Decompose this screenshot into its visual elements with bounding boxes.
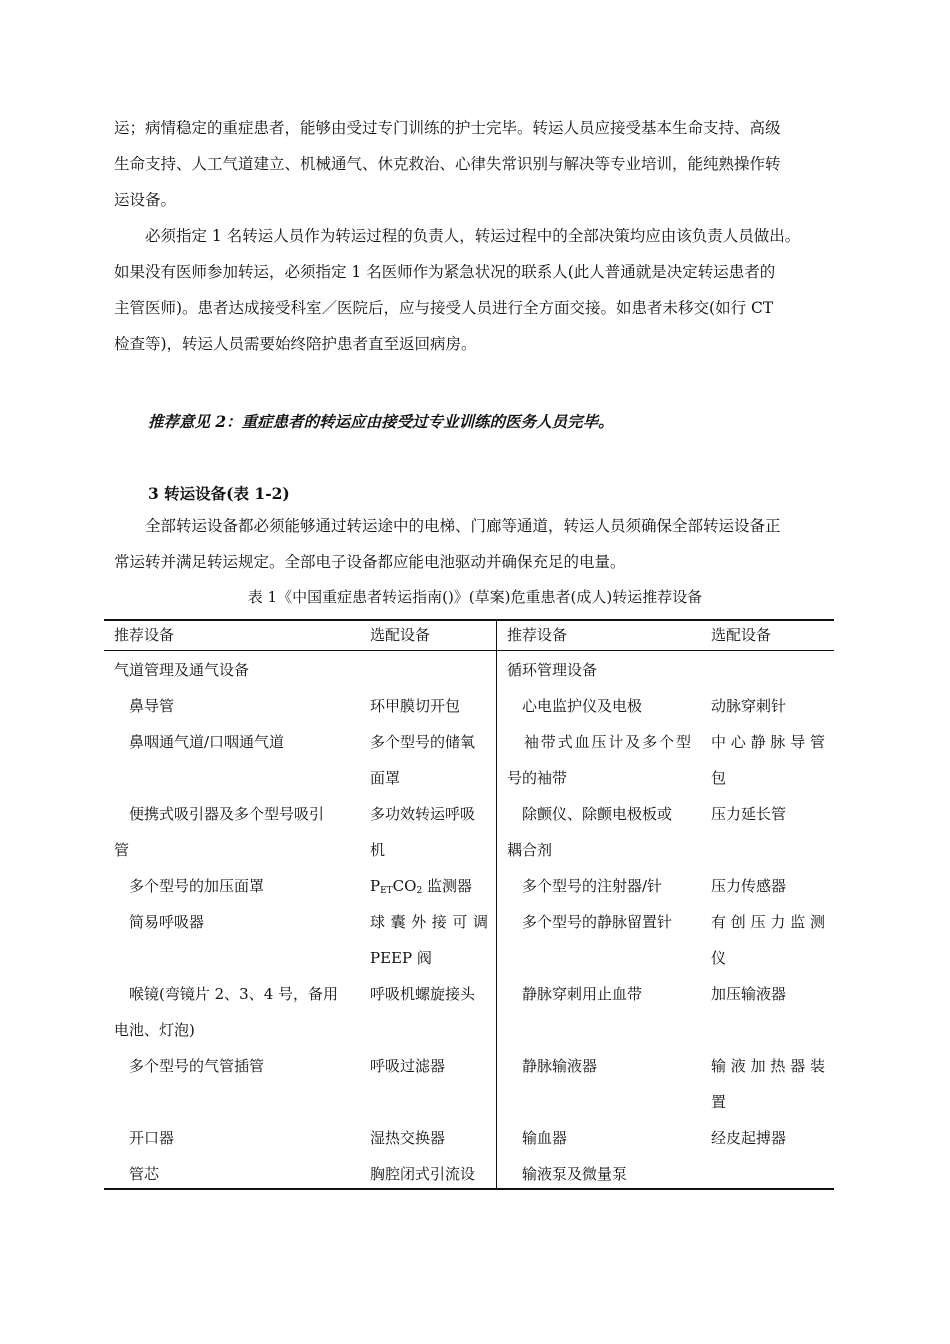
table-cell: 耦合剂 bbox=[507, 841, 553, 859]
text-line: 运设备。 bbox=[114, 191, 177, 209]
table-cell: 面罩 bbox=[370, 769, 401, 787]
table-cell: 多个型号的静脉留置针 bbox=[507, 913, 673, 931]
table-header-optional: 选配设备 bbox=[711, 626, 772, 644]
table-cell: 多个型号的气管插管 bbox=[114, 1057, 265, 1075]
table-cell: 压力延长管 bbox=[711, 805, 787, 823]
table-cell: 开口器 bbox=[114, 1129, 175, 1147]
table-cell: 袖带式血压计及多个型 bbox=[507, 733, 691, 751]
petco2-part: ET bbox=[380, 886, 393, 896]
table-cell-petco2-monitor bbox=[370, 868, 472, 909]
section-title: 3 转运设备(表 1-2) bbox=[148, 484, 290, 503]
table-cell: 便携式吸引器及多个型号吸引 bbox=[114, 805, 325, 823]
table-cell: 管 bbox=[114, 841, 130, 859]
recommendation-2: 推荐意见 2：重症患者的转运应由接受过专业训练的医务人员完毕。 bbox=[148, 412, 614, 431]
text-line: 如果没有医师参加转运，必须指定 1 名医师作为紧急状况的联系人(此人普通就是决定转运患者的 bbox=[114, 263, 776, 281]
text-line: 全部转运设备都必须能够通过转运途中的电梯、门廊等通道，转运人员须确保全部转运设备正 bbox=[114, 517, 781, 535]
text-line: 生命支持、人工气道建立、机械通气、休克救治、心律失常识别与解决等专业培训，能纯熟操作转 bbox=[114, 155, 781, 173]
table-header-optional: 选配设备 bbox=[370, 626, 431, 644]
petco2-part: 2 bbox=[416, 886, 423, 896]
paragraph-equipment bbox=[114, 508, 838, 580]
table-cell: 循环管理设备 bbox=[507, 661, 598, 679]
table-column-divider bbox=[496, 619, 497, 1189]
table-cell: 静脉输液器 bbox=[507, 1057, 598, 1075]
table-cell: 输血器 bbox=[507, 1129, 568, 1147]
table-cell: 多个型号的储氧 bbox=[370, 733, 476, 751]
text-line: 必须指定 1 名转运人员作为转运过程的负责人，转运过程中的全部决策均应由该负责人员做出。 bbox=[114, 227, 801, 245]
table-cell: 湿热交换器 bbox=[370, 1129, 446, 1147]
table-cell: 静脉穿刺用止血带 bbox=[507, 985, 643, 1003]
table-cell: 多个型号的加压面罩 bbox=[114, 877, 265, 895]
table-cell: 心电监护仪及电极 bbox=[507, 697, 643, 715]
table-cell: 呼吸机螺旋接头 bbox=[370, 985, 476, 1003]
table-cell: 包 bbox=[711, 769, 727, 787]
table-header-recommended: 推荐设备 bbox=[507, 626, 568, 644]
paragraph-responsible-person bbox=[114, 218, 838, 362]
table-cell: 经皮起搏器 bbox=[711, 1129, 787, 1147]
table-cell: 动脉穿刺针 bbox=[711, 697, 787, 715]
table-cell: 环甲膜切开包 bbox=[370, 697, 461, 715]
text-line: 检查等)，转运人员需要始终陪护患者直至返回病房。 bbox=[114, 335, 477, 353]
petco2-part: CO bbox=[392, 877, 417, 895]
table-cell: 电池、灯泡) bbox=[114, 1021, 195, 1039]
table-cell: 号的袖带 bbox=[507, 769, 568, 787]
table-cell: 喉镜(弯镜片 2、3、4 号，备用 bbox=[114, 985, 339, 1003]
table-cell: 中心静脉导管 bbox=[711, 733, 825, 751]
table-cell: 多功效转运呼吸 bbox=[370, 805, 476, 823]
petco2-part: P bbox=[370, 877, 381, 895]
table-cell: 除颤仪、除颤电极板或 bbox=[507, 805, 673, 823]
text-line: 常运转并满足转运规定。全部电子设备都应能电池驱动并确保充足的电量。 bbox=[114, 553, 626, 571]
table-cell: 置 bbox=[711, 1093, 727, 1111]
table-caption: 表 1《中国重症患者转运指南()》(草案)危重患者(成人)转运推荐设备 bbox=[247, 588, 703, 606]
table-cell: 球囊外接可调 bbox=[370, 913, 488, 931]
table-cell: 气道管理及通气设备 bbox=[114, 661, 250, 679]
petco2-part: 监测器 bbox=[422, 877, 472, 895]
table-cell: 加压输液器 bbox=[711, 985, 787, 1003]
table-cell: 管芯 bbox=[114, 1165, 160, 1183]
table-cell: 呼吸过滤器 bbox=[370, 1057, 446, 1075]
table-cell: 机 bbox=[370, 841, 386, 859]
table-cell: 有创压力监测 bbox=[711, 913, 825, 931]
table-cell: 压力传感器 bbox=[711, 877, 787, 895]
text-line: 主管医师)。患者达成接受科室／医院后，应与接受人员进行全方面交接。如患者未移交(如行 CT bbox=[114, 299, 774, 317]
table-cell: 鼻导管 bbox=[114, 697, 175, 715]
table-cell: 胸腔闭式引流设 bbox=[370, 1165, 476, 1183]
table-cell: 简易呼吸器 bbox=[114, 913, 205, 931]
text-line: 运；病情稳定的重症患者，能够由受过专门训练的护士完毕。转运人员应接受基本生命支持、高级 bbox=[114, 119, 781, 137]
table-cell: 鼻咽通气道/口咽通气道 bbox=[114, 733, 285, 751]
table-cell: 输液加热器装 bbox=[711, 1057, 825, 1075]
table-header-recommended: 推荐设备 bbox=[114, 626, 175, 644]
table-cell: 仪 bbox=[711, 949, 727, 967]
table-cell: 多个型号的注射器/针 bbox=[507, 877, 663, 895]
table-cell: 输液泵及微量泵 bbox=[507, 1165, 628, 1183]
paragraph-transport-staff bbox=[114, 110, 838, 218]
table-cell: PEEP 阀 bbox=[370, 949, 432, 967]
